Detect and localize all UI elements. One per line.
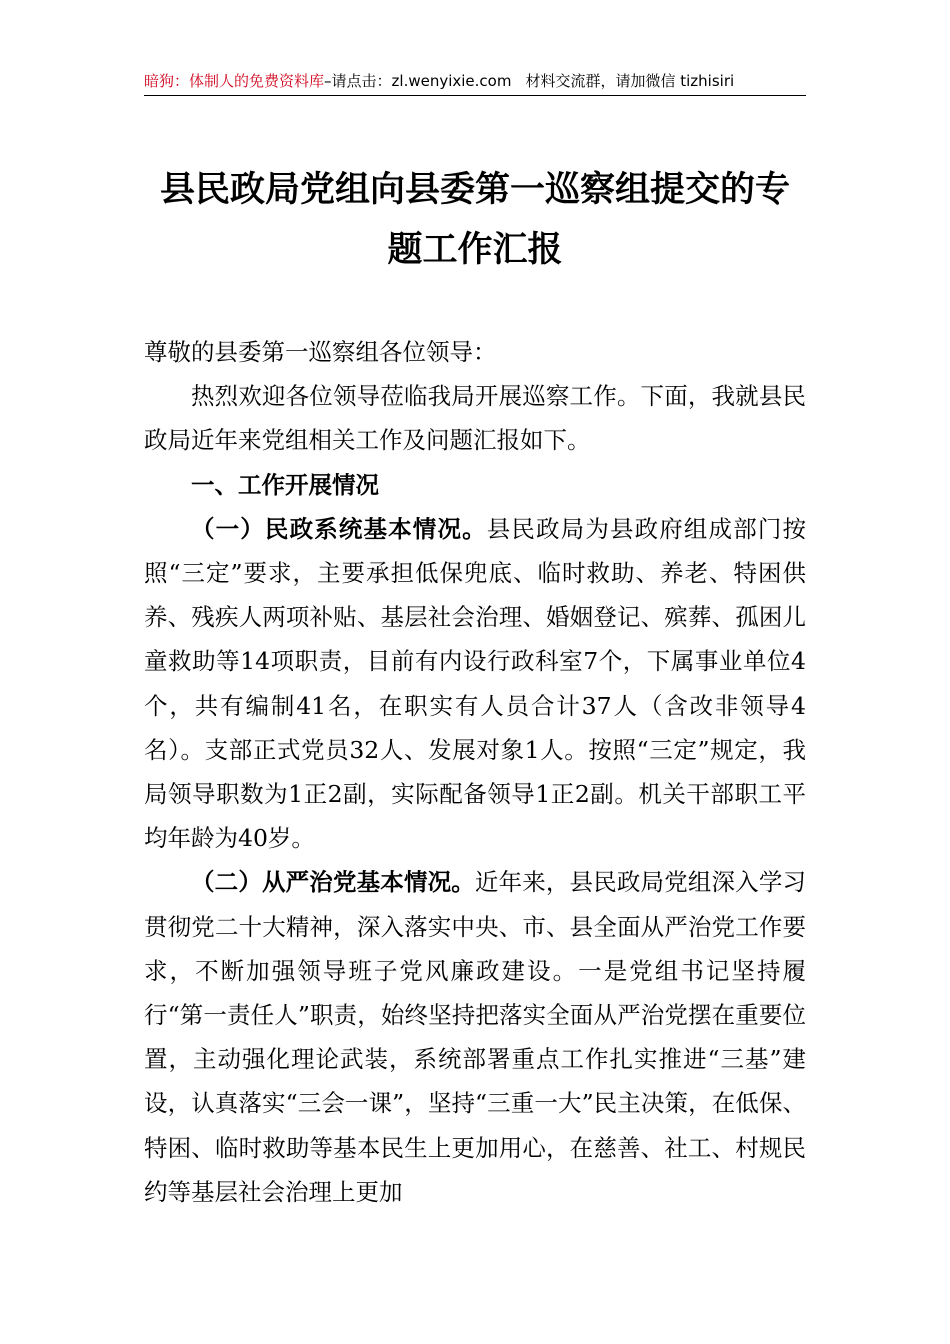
header-brand: 暗狗：体制人的免费资料库	[144, 72, 325, 90]
paragraph-basic-situation	[144, 507, 806, 861]
title-line-1: 县民政局党组向县委第一巡察组提交的专	[159, 169, 790, 210]
salutation: 尊敬的县委第一巡察组各位领导：	[144, 338, 497, 366]
header-link-prefix: –请点击：	[324, 72, 392, 90]
title-line-2: 题工作汇报	[387, 229, 563, 270]
page-header	[144, 70, 806, 94]
subsection-label: （二）从严治党基本情况。	[191, 868, 475, 897]
header-link[interactable]: zl.wenyixie.com	[391, 72, 512, 90]
intro-paragraph: 热烈欢迎各位领导莅临我局开展巡察工作。下面，我就县民政局近年来党组相关工作及问题汇报如下。	[144, 382, 806, 455]
document-body	[144, 330, 806, 1214]
header-wechat-note: 材料交流群，请加微信 tizhisiri	[525, 72, 735, 90]
paragraph-text: 县民政局为县政府组成部门按照“三定”要求，主要承担低保兜底、临时救助、养老、特困供养、残疾人两项补贴、基层社会治理、婚姻登记、殡葬、孤困儿童救助等14项职责，目前有内设行政科室7个，下属事业单位4个，共有编制41名，在职实有人员合计37人（含改非领导4名）。支部正式党员32人、发展对象1人。按照“三定”规定，我局领导职数为1正2副，实际配备领导1正2副。机关干部职工平均年龄为40岁。	[144, 514, 806, 853]
document-title	[130, 160, 820, 280]
paragraph-party-governance	[144, 860, 806, 1214]
header-divider	[144, 95, 806, 96]
subsection-label: （一）民政系统基本情况。	[191, 514, 487, 543]
section-heading: 一、工作开展情况	[191, 470, 379, 499]
paragraph-text: 近年来，县民政局党组深入学习贯彻党二十大精神，深入落实中央、市、县全面从严治党工作要求，不断加强领导班子党风廉政建设。一是党组书记坚持履行“第一责任人”职责，始终坚持把落实全面从严治党摆在重要位置，主动强化理论武装，系统部署重点工作扎实推进“三基”建设，认真落实“三会一课”，坚持“三重一大”民主决策，在低保、特困、临时救助等基本民生上更加用心，在慈善、社工、村规民约等基层社会治理上更加	[144, 868, 807, 1206]
